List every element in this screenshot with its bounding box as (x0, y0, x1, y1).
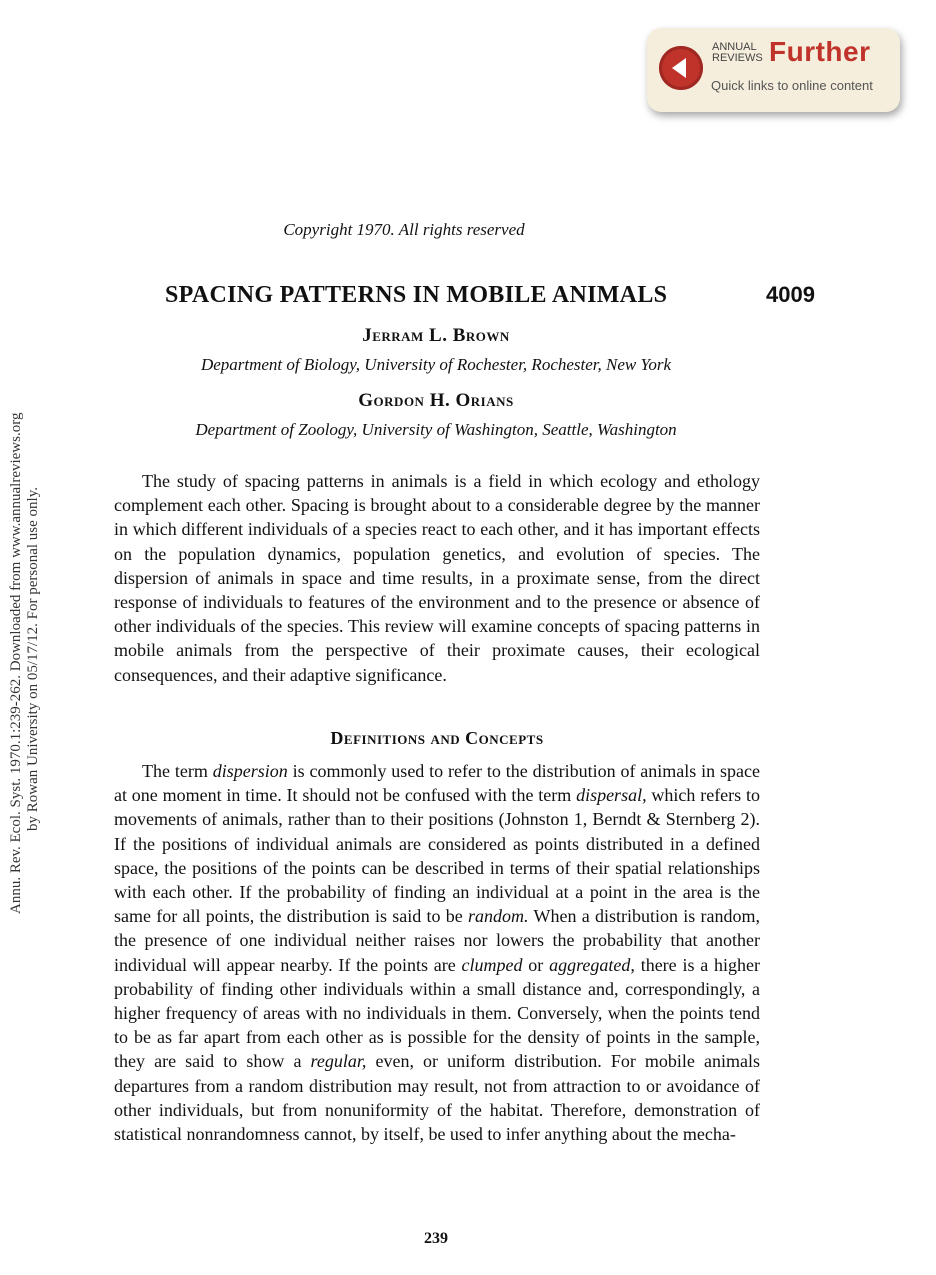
text-run: even, or uniform distribution. For mobile animals departures from a random distribution may result, not from attraction to or avoidance of other individuals, but from nonuniformity of the habitat. Therefore, demonstration of statistical nonrandomness cannot, by itself, be used to infer anything about the mecha- (114, 1051, 760, 1145)
page-number: 239 (424, 1230, 448, 1247)
further-badge[interactable] (647, 28, 900, 112)
term-clumped: clumped (461, 954, 523, 975)
logo-reviews-text: REVIEWS (712, 52, 763, 64)
further-label: Further (769, 36, 871, 67)
term-aggregated: aggregated, (549, 954, 635, 975)
term-dispersion: dispersion (212, 761, 288, 781)
further-subtitle: Quick links to online content (711, 78, 873, 93)
text-run: The term (142, 761, 213, 781)
article-number: 4009 (766, 282, 815, 307)
section-body (114, 759, 760, 1146)
abstract-paragraph: The study of spacing patterns in animals is a field in which ecology and ethology complement each other. Spacing is brought about to a considerable degree by the manner in which different individuals of a species react to each other, and it has important effects on the population dynamics, population genetics, and evolution of species. The dispersion of animals in space and time results, in a proximate sense, from the direct response of individuals to features of the environment and to the presence or absence of other individuals of the species. This review will examine concepts of spacing patterns in mobile animals from the perspective of their proximate causes, their ecological consequences, and their adaptive significance. (114, 471, 760, 685)
text-run: is commonly used to refer to the distribution of animals in space at one moment in time. It should not be confused with the term (114, 761, 760, 806)
text-run: When a distribution is random, the presence of one individual neither raises nor lowers the probability that another individual will appear nearby. If the points are (114, 906, 760, 975)
section-paragraph (114, 759, 760, 1146)
download-watermark (0, 0, 50, 1275)
logo-annual-text: ANNUAL (712, 41, 757, 53)
text-run: which refers to movements of animals, rather than to their positions (Johnston 1, Berndt & Sternberg 2). If the positions of individual animals are considered as points distributed in a defined space, the positions of the points can be described in terms of their spatial relationships with each other. If the probability of finding an individual at a point in the area is the same for all points, the distribution is said to be (114, 785, 760, 927)
back-arrow-icon[interactable] (659, 46, 703, 90)
text-run: or (522, 954, 550, 975)
text-run: there is a higher probability of finding other individuals within a small distance and, correspondingly, a higher frequency of areas with no individuals in them. Conversely, when the points tend to be as far apart from each other as is possible for the density of points in the sample, they are said to show a (114, 954, 761, 1072)
article-title: SPACING PATTERNS IN MOBILE ANIMALS (165, 282, 668, 308)
abstract (114, 469, 760, 687)
annual-reviews-logo (712, 42, 772, 64)
copyright-notice (0, 220, 936, 240)
term-dispersal: dispersal, (576, 785, 647, 806)
watermark-line-2: by Rowan University on 05/17/12. For personal use only. (25, 487, 41, 831)
author-1-name: Jerram L. Brown (362, 325, 510, 346)
term-random: random. (468, 906, 529, 927)
section-heading: Definitions and Concepts (330, 728, 544, 748)
author-2-name: Gordon H. Orians (358, 390, 514, 411)
author-2-affiliation: Department of Zoology, University of Washington, Seattle, Washington (195, 420, 677, 439)
term-regular: regular, (310, 1051, 367, 1072)
watermark-line-1: Annu. Rev. Ecol. Syst. 1970.1:239-262. Downloaded from www.annualreviews.org (8, 412, 24, 914)
author-1-affiliation: Department of Biology, University of Rochester, Rochester, New York (200, 355, 672, 374)
copyright-text: Copyright 1970. All rights reserved (283, 220, 525, 239)
